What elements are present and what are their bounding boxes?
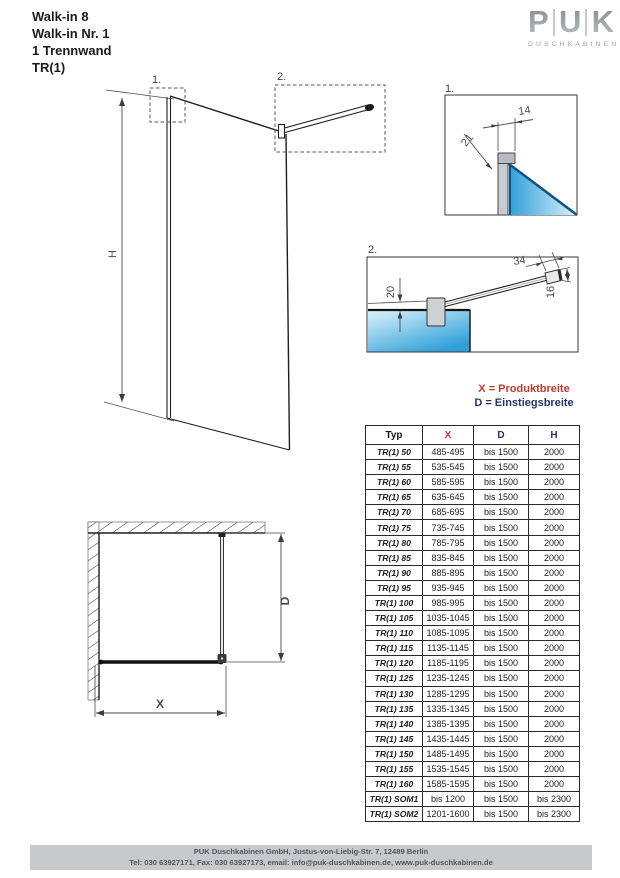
size-table-row <box>366 686 580 701</box>
cell-x: 1085-1095 <box>423 626 474 641</box>
size-table-row <box>366 490 580 505</box>
cell-h: bis 2300 <box>529 807 580 822</box>
cell-h: 2000 <box>529 595 580 610</box>
cell-h: 2000 <box>529 565 580 580</box>
cell-d: bis 1500 <box>474 656 529 671</box>
cell-x: 585-595 <box>423 475 474 490</box>
size-table-row <box>366 505 580 520</box>
cell-h: 2000 <box>529 701 580 716</box>
cell-x: 1235-1245 <box>423 671 474 686</box>
cell-d: bis 1500 <box>474 807 529 822</box>
cell-x: 635-645 <box>423 490 474 505</box>
cell-typ: TR(1) 160 <box>366 777 423 792</box>
cell-d: bis 1500 <box>474 792 529 807</box>
size-table <box>365 425 580 822</box>
support-bar <box>279 103 375 138</box>
marker-1-label: 1. <box>152 74 162 86</box>
logo-letter-p: P <box>528 4 549 39</box>
cell-h: 2000 <box>529 641 580 656</box>
cell-x: 1485-1495 <box>423 746 474 761</box>
cell-x: 1285-1295 <box>423 686 474 701</box>
cell-h: 2000 <box>529 656 580 671</box>
size-table-row <box>366 656 580 671</box>
ext-line-top <box>106 90 174 99</box>
dim-entry-width <box>225 533 292 662</box>
cell-typ: TR(1) 125 <box>366 671 423 686</box>
puk-logo-letters <box>528 6 614 38</box>
footer-address: PUK Duschkabinen GmbH, Justus-von-Liebig-Str. 7, 12489 Berlin <box>193 847 429 856</box>
size-table-row <box>366 475 580 490</box>
detail-2-title: 2. <box>368 244 378 256</box>
cell-typ: TR(1) 115 <box>366 641 423 656</box>
dim-21-label: 21 <box>459 131 477 149</box>
size-table-row <box>366 535 580 550</box>
cell-d: bis 1500 <box>474 716 529 731</box>
cell-typ: TR(1) 145 <box>366 731 423 746</box>
cell-d: bis 1500 <box>474 701 529 716</box>
cell-typ: TR(1) 85 <box>366 550 423 565</box>
logo-subtitle: DUSCHKABINEN <box>528 41 620 48</box>
logo-divider <box>585 9 587 36</box>
cell-x: 1435-1445 <box>423 731 474 746</box>
logo-divider <box>553 9 555 36</box>
title-line-4: TR(1) <box>32 60 66 75</box>
cell-d: bis 1500 <box>474 595 529 610</box>
cell-h: 2000 <box>529 445 580 460</box>
cell-x: 1035-1045 <box>423 611 474 626</box>
cell-typ: TR(1) 80 <box>366 535 423 550</box>
cell-typ: TR(1) 65 <box>366 490 423 505</box>
size-table-row <box>366 611 580 626</box>
cell-h: 2000 <box>529 535 580 550</box>
cell-h: 2000 <box>529 580 580 595</box>
cell-h: 2000 <box>529 716 580 731</box>
cell-d: bis 1500 <box>474 475 529 490</box>
cell-h: 2000 <box>529 550 580 565</box>
cell-typ: TR(1) 50 <box>366 445 423 460</box>
cell-x: 685-695 <box>423 505 474 520</box>
size-table-row <box>366 565 580 580</box>
wall-hatching <box>88 522 265 700</box>
column-header-h: H <box>529 426 580 445</box>
cell-typ: TR(1) 155 <box>366 761 423 776</box>
marker-2-box <box>275 85 385 152</box>
cell-typ: TR(1) 90 <box>366 565 423 580</box>
h-dimension-label: H <box>107 250 119 258</box>
legend-einstiegsbreite: D = Einstiegsbreite <box>474 396 574 409</box>
cell-x: 785-795 <box>423 535 474 550</box>
cell-typ: TR(1) 75 <box>366 520 423 535</box>
cell-h: 2000 <box>529 746 580 761</box>
size-table-row <box>366 731 580 746</box>
size-table-row <box>366 445 580 460</box>
cell-d: bis 1500 <box>474 490 529 505</box>
cell-typ: TR(1) 60 <box>366 475 423 490</box>
cell-d: bis 1500 <box>474 686 529 701</box>
column-header-typ: Typ <box>366 426 423 445</box>
cell-d: bis 1500 <box>474 460 529 475</box>
cell-x: 885-895 <box>423 565 474 580</box>
cell-x: 935-945 <box>423 580 474 595</box>
cell-d: bis 1500 <box>474 445 529 460</box>
column-header-x: X <box>423 426 474 445</box>
cell-x: bis 1200 <box>423 792 474 807</box>
cell-x: 1201-1600 <box>423 807 474 822</box>
cell-d: bis 1500 <box>474 520 529 535</box>
dim-20-label: 20 <box>385 285 397 299</box>
glass-bracket <box>427 298 445 326</box>
dim-34-label: 34 <box>512 254 527 268</box>
cell-h: 2000 <box>529 460 580 475</box>
cell-h: 2000 <box>529 686 580 701</box>
size-table-row <box>366 671 580 686</box>
title-line-3: 1 Trennwand <box>32 43 112 58</box>
title-line-2: Walk-in Nr. 1 <box>32 26 110 41</box>
size-table-row <box>366 792 580 807</box>
detail-1-title: 1. <box>445 83 455 95</box>
cell-x: 1535-1545 <box>423 761 474 776</box>
cell-h: 2000 <box>529 611 580 626</box>
cell-h: 2000 <box>529 731 580 746</box>
cell-typ: TR(1) 100 <box>366 595 423 610</box>
cell-typ: TR(1) 150 <box>366 746 423 761</box>
cell-typ: TR(1) 105 <box>366 611 423 626</box>
cell-h: 2000 <box>529 505 580 520</box>
cell-d: bis 1500 <box>474 580 529 595</box>
size-table-row <box>366 626 580 641</box>
cell-typ: TR(1) 130 <box>366 686 423 701</box>
cell-h: 2000 <box>529 475 580 490</box>
footer-bar <box>30 845 592 870</box>
cell-h: 2000 <box>529 761 580 776</box>
cell-d: bis 1500 <box>474 777 529 792</box>
cell-typ: TR(1) SOM2 <box>366 807 423 822</box>
cell-d: bis 1500 <box>474 671 529 686</box>
size-table-body <box>366 445 580 822</box>
size-table-row <box>366 807 580 822</box>
size-table-row <box>366 580 580 595</box>
cell-h: 2000 <box>529 777 580 792</box>
cell-h: 2000 <box>529 490 580 505</box>
cell-typ: TR(1) 140 <box>366 716 423 731</box>
cell-typ: TR(1) 95 <box>366 580 423 595</box>
size-table-row <box>366 716 580 731</box>
puk-logo <box>528 4 620 48</box>
legend-produktbreite: X = Produktbreite <box>478 383 570 395</box>
legend <box>444 383 604 410</box>
logo-letter-k: K <box>591 4 614 39</box>
cell-h: 2000 <box>529 671 580 686</box>
cell-x: 1385-1395 <box>423 716 474 731</box>
marker-2-label: 2. <box>277 71 287 83</box>
logo-letter-u: U <box>558 4 582 39</box>
dim-16-label: 16 <box>545 285 557 299</box>
cell-d: bis 1500 <box>474 626 529 641</box>
cell-typ: TR(1) 120 <box>366 656 423 671</box>
cell-x: 485-495 <box>423 445 474 460</box>
cell-x: 1335-1345 <box>423 701 474 716</box>
cell-typ: TR(1) 135 <box>366 701 423 716</box>
size-table-row <box>366 550 580 565</box>
dim-d-label: D <box>278 596 292 606</box>
cell-h: 2000 <box>529 520 580 535</box>
cell-x: 1585-1595 <box>423 777 474 792</box>
main-perspective-drawing <box>78 68 398 468</box>
size-table-row <box>366 460 580 475</box>
cell-typ: TR(1) 70 <box>366 505 423 520</box>
detail-2-drawing <box>358 240 586 358</box>
size-table-row <box>366 641 580 656</box>
size-table-header-row <box>366 426 580 445</box>
size-table-row <box>366 746 580 761</box>
cell-x: 535-545 <box>423 460 474 475</box>
cell-h: 2000 <box>529 626 580 641</box>
footer-contact: Tel: 030 63927171, Fax: 030 63927173, email: info@puk-duschkabinen.de, www.puk-duschkabinen.de <box>129 857 493 867</box>
cell-typ: TR(1) 55 <box>366 460 423 475</box>
cell-d: bis 1500 <box>474 761 529 776</box>
glass-top-section <box>368 310 470 352</box>
cell-d: bis 1500 <box>474 641 529 656</box>
cell-typ: TR(1) SOM1 <box>366 792 423 807</box>
title-line-1: Walk-in 8 <box>32 9 89 24</box>
top-view-drawing <box>76 503 321 743</box>
cell-x: 1135-1145 <box>423 641 474 656</box>
ext-line-bottom <box>104 402 174 421</box>
size-table-row <box>366 520 580 535</box>
cell-x: 985-995 <box>423 595 474 610</box>
glass-panel-outline <box>167 96 290 450</box>
size-table-row <box>366 761 580 776</box>
cell-d: bis 1500 <box>474 746 529 761</box>
size-table-row <box>366 777 580 792</box>
cell-d: bis 1500 <box>474 550 529 565</box>
detail-1-drawing <box>435 80 585 222</box>
cell-x: 735-745 <box>423 520 474 535</box>
size-table-row <box>366 701 580 716</box>
support-bar-topview <box>218 533 227 663</box>
cell-d: bis 1500 <box>474 611 529 626</box>
cell-d: bis 1500 <box>474 731 529 746</box>
size-table-row <box>366 595 580 610</box>
cell-x: 1185-1195 <box>423 656 474 671</box>
profile-cap <box>498 153 515 164</box>
dim-x-label: X <box>155 697 165 711</box>
wall-profile <box>498 155 508 215</box>
glass-panel-topview <box>99 660 224 665</box>
dim-14-label: 14 <box>517 104 532 118</box>
cell-h: bis 2300 <box>529 792 580 807</box>
cell-d: bis 1500 <box>474 565 529 580</box>
cell-d: bis 1500 <box>474 505 529 520</box>
page-title <box>32 8 111 76</box>
cell-d: bis 1500 <box>474 535 529 550</box>
column-header-d: D <box>474 426 529 445</box>
cell-typ: TR(1) 110 <box>366 626 423 641</box>
cell-x: 835-845 <box>423 550 474 565</box>
dim-product-width <box>95 666 226 717</box>
